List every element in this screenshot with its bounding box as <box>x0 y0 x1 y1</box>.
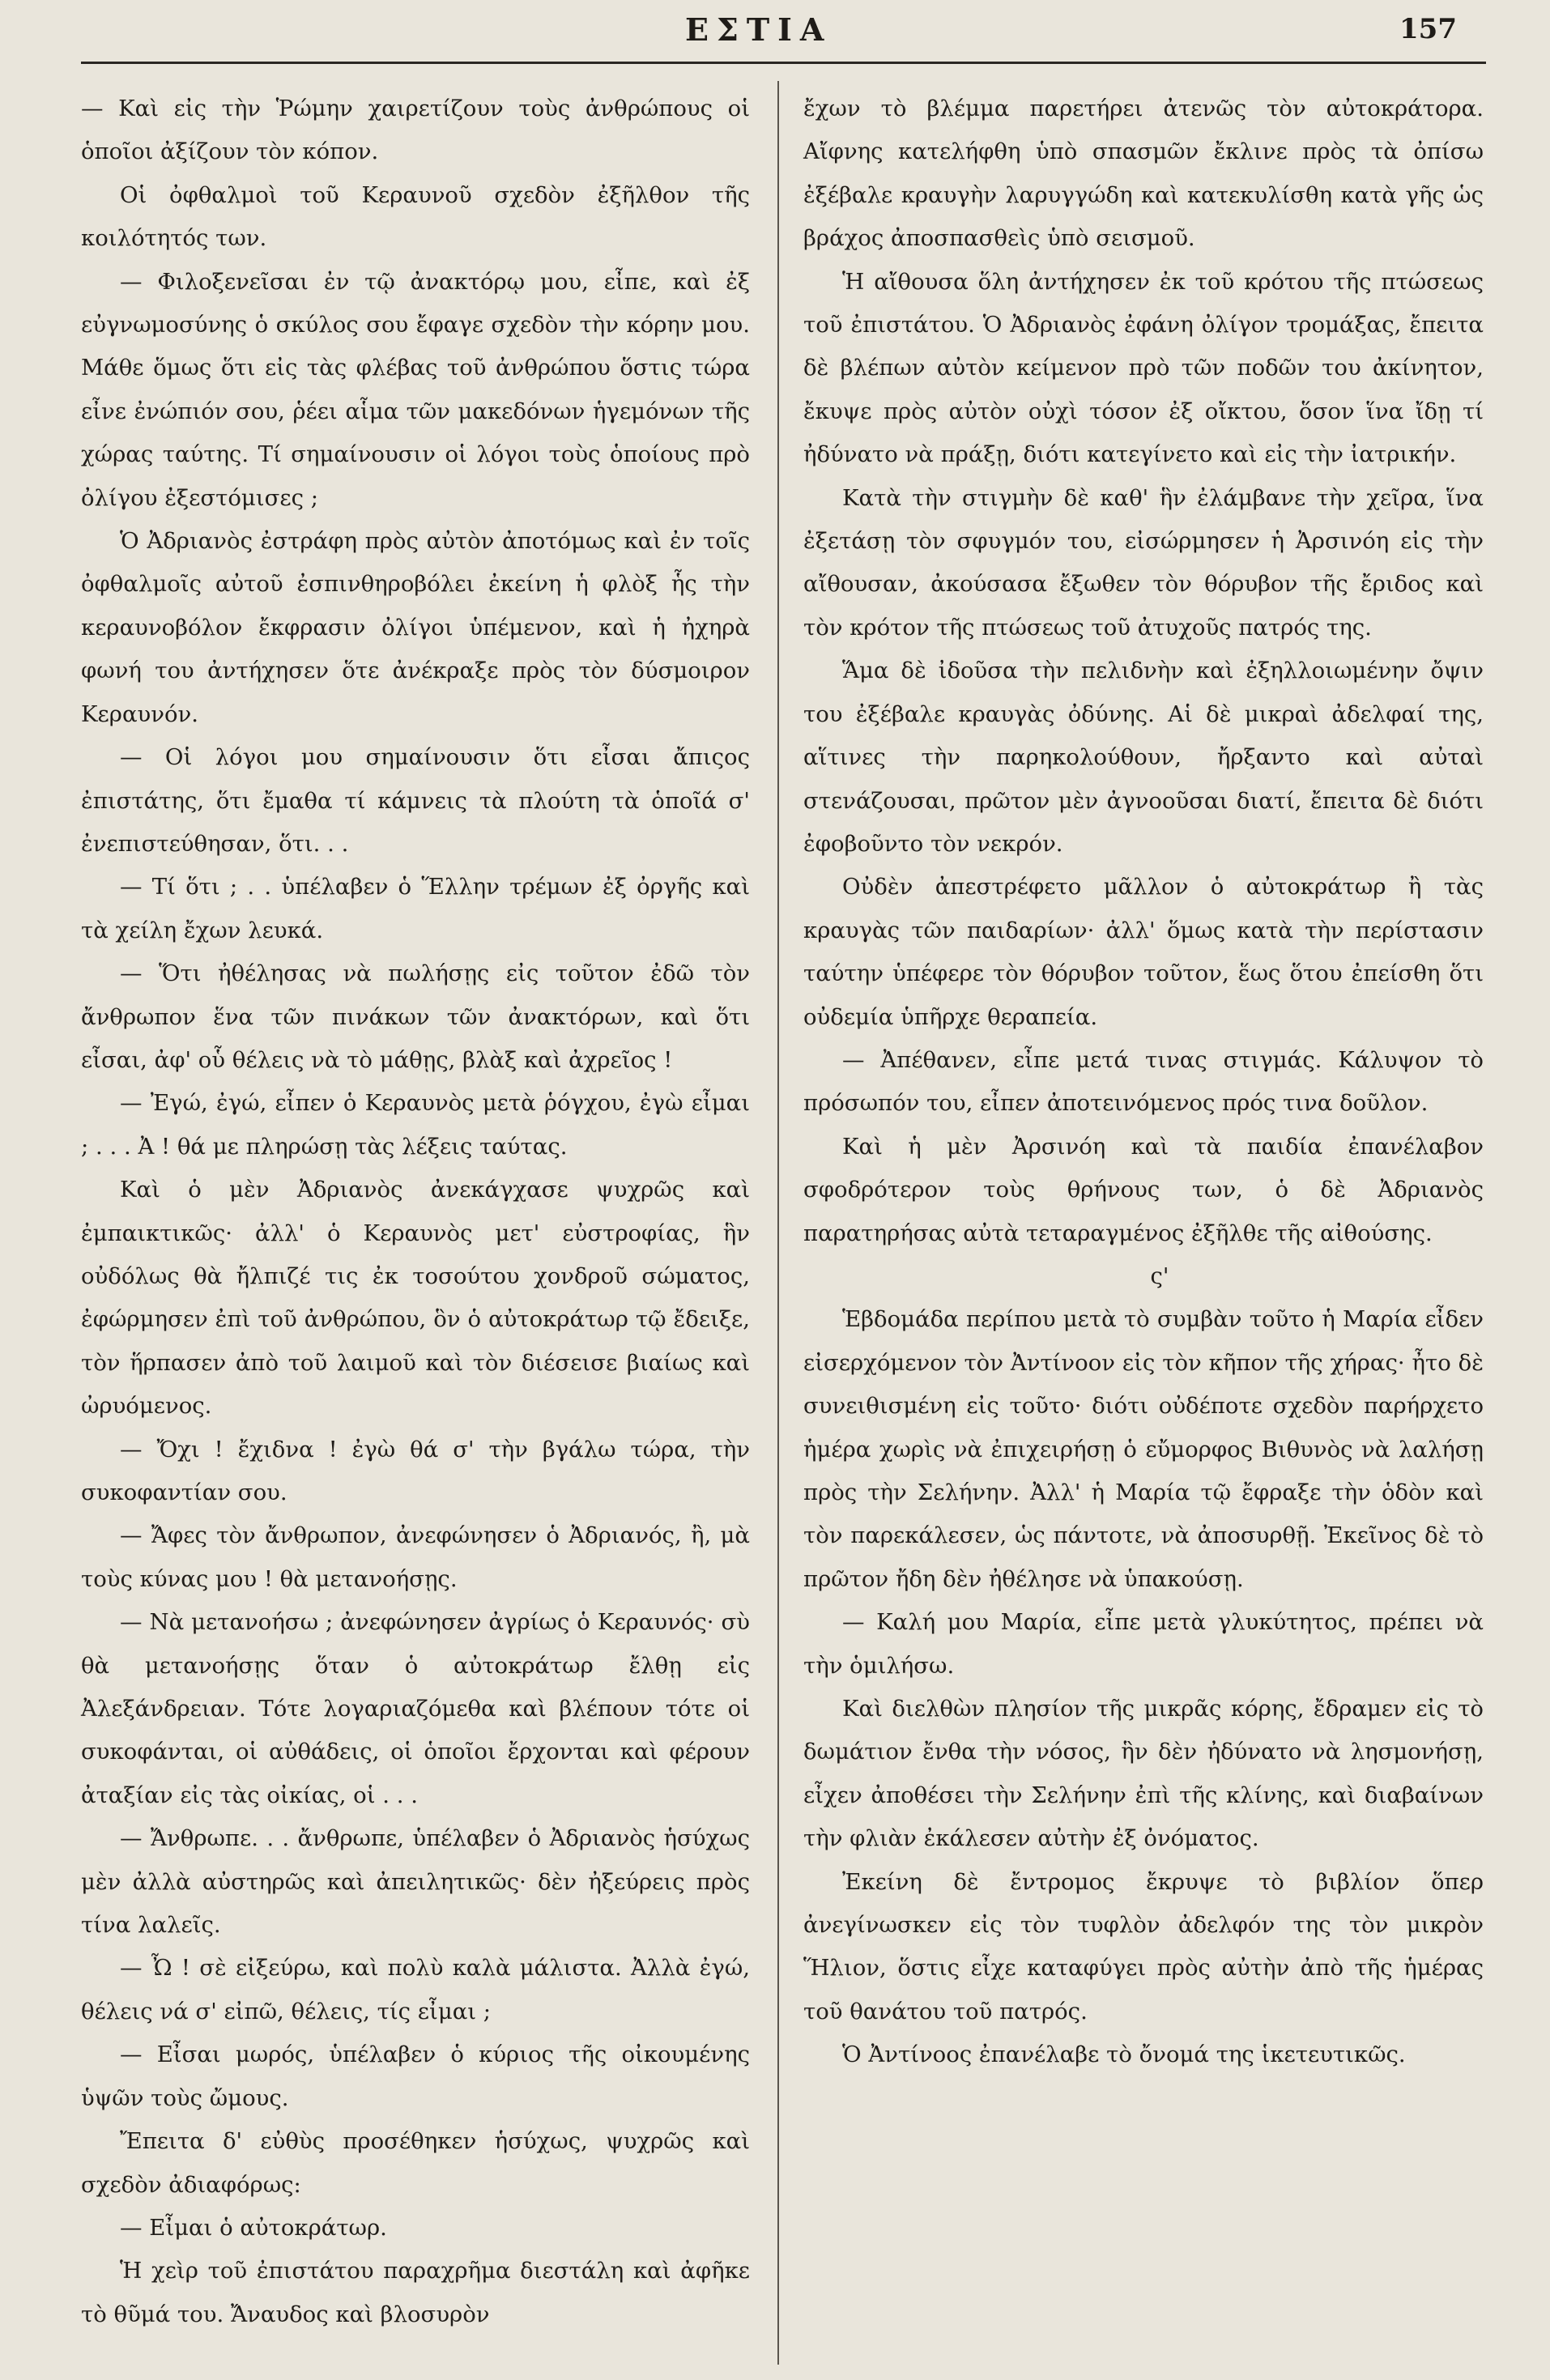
paragraph: Ὁ Ἀντίνοος ἐπανέλαβε τὸ ὄνομά της ἱκετευτικῶς. <box>842 2042 1406 2068</box>
paragraph: Καὶ ἡ μὲν Ἀρσινόη καὶ τὰ παιδία ἐπανέλαβον σφοδρότερον τοὺς θρήνους των, ὁ δὲ Ἀδριανὸς παρατηρήσας αὐτὰ τεταραγμένος ἐξῆλθε τῆς αἰθούσης. <box>803 1133 1484 1246</box>
page-number: 157 <box>1399 13 1457 45</box>
paragraph: Καὶ διελθὼν πλησίον τῆς μικρᾶς κόρης, ἔδραμεν εἰς τὸ δωμάτιον ἔνθα τὴν νόσος, ἣν δὲν ἠδύνατο νὰ λησμονήσῃ, εἶχεν ἀποθέσει τὴν Σελήνην ἐπὶ τῆς κλίνης, καὶ διαβαίνων τὴν φλιὰν ἐκάλεσεν αὐτὴν ἐξ ὀνόματος. <box>803 1696 1484 1852</box>
journal-title: ΕΣΤΙΑ <box>685 11 832 48</box>
running-head <box>0 6 1550 55</box>
section-number: ς' <box>1150 1262 1169 1289</box>
paragraph: — Ἀπέθανεν, εἶπε μετά τινας στιγμάς. Κάλυψον τὸ πρόσωπόν του, εἶπεν ἀποτεινόμενος πρός τινα δοῦλον. <box>803 1046 1484 1117</box>
paragraph: — Τί ὅτι ; . . ὑπέλαβεν ὁ Ἕλλην τρέμων ἐξ ὀργῆς καὶ τὰ χείλη ἔχων λευκά. <box>81 874 750 943</box>
paragraph: Ἅμα δὲ ἰδοῦσα τὴν πελιδνὴν καὶ ἐξηλλοιωμένην ὄψιν του ἐξέβαλε κραυγὰς ὀδύνης. Αἱ δὲ μικραὶ ἀδελφαί της, αἵτινες τὴν παρηκολούθουν, ἤρξαντο καὶ αὐταὶ στενάζουσαι, πρῶτον μὲν ἀγνοοῦσαι διατί, ἔπειτα δὲ διότι ἐφοβοῦντο τὸν νεκρόν. <box>803 658 1484 857</box>
paragraph: — Ἄφες τὸν ἄνθρωπον, ἀνεφώνησεν ὁ Ἀδριανός, ἢ, μὰ τοὺς κύνας μου ! θὰ μετανοήσῃς. <box>81 1522 750 1592</box>
paragraph: — Ἄνθρωπε. . . ἄνθρωπε, ὑπέλαβεν ὁ Ἀδριανὸς ἡσύχως μὲν ἀλλὰ αὐστηρῶς καὶ ἀπειλητικῶς· δὲν ἠξεύρεις πρὸς τίνα λαλεῖς. <box>81 1825 750 1939</box>
paragraph: — Καλή μου Μαρία, εἶπε μετὰ γλυκύτητος, πρέπει νὰ τὴν ὁμιλήσω. <box>803 1609 1484 1679</box>
paragraph: Κατὰ τὴν στιγμὴν δὲ καθ' ἣν ἐλάμβανε τὴν χεῖρα, ἵνα ἐξετάσῃ τὸν σφυγμόν του, εἰσώρμησεν ἡ Ἀρσινόη εἰς τὴν αἴθουσαν, ἀκούσασα ἔξωθεν τὸν θόρυβον τῆς ἔριδος καὶ τὸν κρότον τῆς πτώσεως τοῦ ἀτυχοῦς πατρός της. <box>803 484 1484 641</box>
paragraph: Οὐδὲν ἀπεστρέφετο μᾶλλον ὁ αὐτοκράτωρ ἢ τὰς κραυγὰς τῶν παιδαρίων· ἀλλ' ὅμως κατὰ τὴν περίστασιν ταύτην ὑπέφερε τὸν θόρυβον τοῦτον, ἕως ὅτου ἐπείσθη ὅτι οὐδεμία ὑπῆρχε θεραπεία. <box>803 874 1484 1030</box>
paragraph: — Εἶσαι μωρός, ὑπέλαβεν ὁ κύριος τῆς οἰκουμένης ὑψῶν τοὺς ὤμους. <box>81 2042 750 2111</box>
paragraph: Ὁ Ἀδριανὸς ἐστράφη πρὸς αὐτὸν ἀποτόμως καὶ ἐν τοῖς ὀφθαλμοῖς αὐτοῦ ἐσπινθηροβόλει ἐκείνη ἡ φλὸξ ἧς τὴν κεραυνοβόλον ἔκφρασιν ὀλίγοι ὑπέμενον, καὶ ἡ ἠχηρὰ φωνή του ἀντήχησεν ὅτε ἀνέκραξε πρὸς τὸν δύσμοιρον Κεραυνόν. <box>81 528 750 727</box>
paragraph: — Ὄχι ! ἔχιδνα ! ἐγὼ θά σ' τὴν βγάλω τώρα, τὴν συκοφαντίαν σου. <box>81 1436 750 1505</box>
paragraph: Ἐκείνη δὲ ἔντρομος ἔκρυψε τὸ βιβλίον ὅπερ ἀνεγίνωσκεν εἰς τὸν τυφλὸν ἀδελφόν της τὸν μικρὸν Ἥλιον, ὅστις εἶχε καταφύγει πρὸς αὐτὴν ἀπὸ τῆς ἡμέρας τοῦ θανάτου τοῦ πατρός. <box>803 1868 1484 2024</box>
paragraph: — Ἐγώ, ἐγώ, εἶπεν ὁ Κεραυνὸς μετὰ ῥόγχου, ἐγὼ εἶμαι ; . . . Ἀ ! θά με πληρώσῃ τὰς λέξεις ταύτας. <box>81 1090 750 1160</box>
paragraph: Καὶ ὁ μὲν Ἀδριανὸς ἀνεκάγχασε ψυχρῶς καὶ ἐμπαικτικῶς· ἀλλ' ὁ Κεραυνὸς μετ' εὐστροφίας, ἣν οὐδόλως θὰ ἤλπιζέ τις ἐκ τοσούτου χονδροῦ σώματος, ἐφώρμησεν ἐπὶ τοῦ ἀνθρώπου, ὃν ὁ αὐτοκράτωρ τῷ ἔδειξε, τὸν ἥρπασεν ἀπὸ τοῦ λαιμοῦ καὶ τὸν διέσεισε βιαίως καὶ ὠρυόμενος. <box>81 1177 750 1420</box>
paragraph: — Ὅτι ἠθέλησας νὰ πωλήσῃς εἰς τοῦτον ἐδῶ τὸν ἄνθρωπον ἕνα τῶν πινάκων τῶν ἀνακτόρων, καὶ ὅτι εἶσαι, ἀφ' οὗ θέλεις νὰ τὸ μάθῃς, βλὰξ καὶ ἀχρεῖος ! <box>81 960 750 1073</box>
column-divider <box>777 81 779 2365</box>
paragraph: — Εἶμαι ὁ αὐτοκράτωρ. <box>120 2214 387 2241</box>
paragraph: Ἑβδομάδα περίπου μετὰ τὸ συμβὰν τοῦτο ἡ Μαρία εἶδεν εἰσερχόμενον τὸν Ἀντίνοον εἰς τὸν κῆπον τῆς χήρας· ἦτο δὲ συνειθισμένη εἰς τοῦτο· διότι οὐδέποτε σχεδὸν παρήρχετο ἡμέρα χωρὶς νὰ ἐπιχειρήσῃ ὁ εὔμορφος Βιθυνὸς νὰ λαλήσῃ πρὸς τὴν Σελήνην. Ἀλλ' ἡ Μαρία τῷ ἔφραξε τὴν ὁδὸν καὶ τὸν παρεκάλεσεν, ὡς πάντοτε, νὰ ἀποσυρθῇ. Ἐκεῖνος δὲ τὸ πρῶτον ἤδη δὲν ἠθέλησε νὰ ὑπακούσῃ. <box>803 1306 1484 1592</box>
paragraph: — Καὶ εἰς τὴν Ῥώμην χαιρετίζουν τοὺς ἀνθρώπους οἱ ὁποῖοι ἀξίζουν τὸν κόπον. <box>81 96 750 165</box>
paragraph: Ἡ αἴθουσα ὅλη ἀντήχησεν ἐκ τοῦ κρότου τῆς πτώσεως τοῦ ἐπιστάτου. Ὁ Ἀδριανὸς ἐφάνη ὀλίγον τρομάξας, ἔπειτα δὲ βλέπων αὐτὸν κείμενον πρὸ τῶν ποδῶν του ἀκίνητον, ἔκυψε πρὸς αὐτὸν οὐχὶ τόσον ἐξ οἴκτου, ὅσον ἵνα ἴδῃ τί ἠδύνατο νὰ πράξῃ, διότι κατεγίνετο καὶ εἰς τὴν ἰατρικήν. <box>803 268 1484 468</box>
header-rule <box>81 62 1486 64</box>
paragraph: — Φιλοξενεῖσαι ἐν τῷ ἀνακτόρῳ μου, εἶπε, καὶ ἐξ εὐγνωμοσύνης ὁ σκύλος σου ἔφαγε σχεδὸν τὴν κόρην μου. Μάθε ὅμως ὅτι εἰς τὰς φλέβας τοῦ ἀνθρώπου ὅστις τώρα εἶνε ἐνώπιόν σου, ῥέει αἷμα τῶν μακεδόνων ἡγεμόνων τῆς χώρας ταύτης. Τί σημαίνουσιν οἱ λόγοι τοὺς ὁποίους πρὸ ὀλίγου ἐξεστόμισες ; <box>81 268 750 511</box>
paragraph: Ἔπειτα δ' εὐθὺς προσέθηκεν ἡσύχως, ψυχρῶς καὶ σχεδὸν ἀδιαφόρως: <box>81 2128 750 2198</box>
paragraph: — Οἱ λόγοι μου σημαίνουσιν ὅτι εἶσαι ἄπιςος ἐπιστάτης, ὅτι ἔμαθα τί κάμνεις τὰ πλούτη τὰ ὁποῖά σ' ἐνεπιστεύθησαν, ὅτι. . . <box>81 744 750 857</box>
paragraph: — Ὦ ! σὲ εἰξεύρω, καὶ πολὺ καλὰ μάλιστα. Ἀλλὰ ἐγώ, θέλεις νά σ' εἰπῶ, θέλεις, τίς εἶμαι ; <box>81 1955 750 2024</box>
paragraph: Οἱ ὀφθαλμοὶ τοῦ Κεραυνοῦ σχεδὸν ἐξῆλθον τῆς κοιλότητός των. <box>81 181 750 252</box>
paragraph: Ἡ χεὶρ τοῦ ἐπιστάτου παραχρῆμα διεστάλη καὶ ἀφῆκε τὸ θῦμά του. Ἄναυδος καὶ βλοσυρὸν <box>81 2258 750 2327</box>
left-column <box>81 87 750 2336</box>
paragraph: — Νὰ μετανοήσω ; ἀνεφώνησεν ἀγρίως ὁ Κεραυνός· σὺ θὰ μετανοήσῃς ὅταν ὁ αὐτοκράτωρ ἔλθῃ εἰς Ἀλεξάνδρειαν. Τότε λογαριαζόμεθα καὶ βλέπουν τότε οἱ συκοφάνται, οἱ αὐθάδεις, οἱ ὁποῖοι ἔρχονται καὶ φέρουν ἀταξίαν εἰς τὰς οἰκίας, οἱ . . . <box>81 1609 750 1808</box>
right-column <box>803 87 1484 2077</box>
paragraph: ἔχων τὸ βλέμμα παρετήρει ἀτενῶς τὸν αὐτοκράτορα. Αἴφνης κατελήφθη ὑπὸ σπασμῶν ἔκλινε πρὸς τὰ ὀπίσω ἐξέβαλε κραυγὴν λαρυγγώδη καὶ κατεκυλίσθη κατὰ γῆς ὡς βράχος ἀποσπασθεὶς ὑπὸ σεισμοῦ. <box>803 96 1484 252</box>
